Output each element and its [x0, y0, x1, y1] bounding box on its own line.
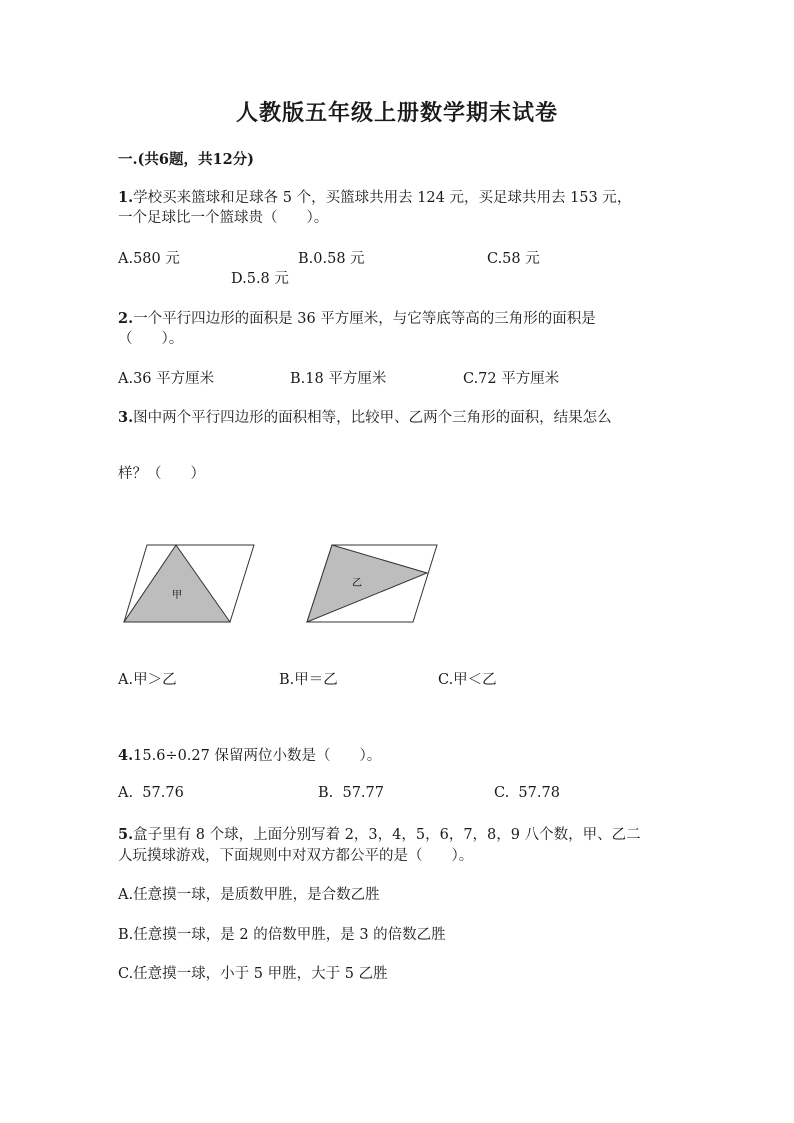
label-jia: 甲 — [172, 590, 182, 601]
label-yi: 乙 — [352, 578, 362, 589]
question-2-number: 2. — [118, 310, 134, 327]
question-2-line-1: 2.一个平行四边形的面积是 36 平方厘米，与它等底等高的三角形的面积是 — [118, 310, 596, 327]
question-1-line-2: 一个足球比一个篮球贵（ ）。 — [118, 210, 329, 226]
question-5-option-a[interactable]: A.任意摸一球，是质数甲胜，是合数乙胜 — [118, 887, 380, 903]
question-5-number: 5. — [118, 826, 134, 843]
parallelogram-jia-figure — [120, 540, 260, 630]
question-3-line-2: 样？（ ） — [118, 466, 205, 482]
question-3-option-a[interactable]: A.甲＞乙 — [118, 672, 177, 688]
question-1-option-d[interactable]: D.5.8 元 — [231, 271, 289, 287]
question-4-option-a[interactable]: A. 57.76 — [118, 785, 184, 801]
question-1-option-c[interactable]: C.58 元 — [487, 251, 540, 267]
question-5-option-c[interactable]: C.任意摸一球，小于 5 甲胜，大于 5 乙胜 — [118, 966, 388, 982]
question-3-line-1: 3.图中两个平行四边形的面积相等，比较甲、乙两个三角形的面积，结果怎么 — [118, 409, 612, 426]
question-3-option-c[interactable]: C.甲＜乙 — [438, 672, 497, 688]
question-5-line-1: 5.盒子里有 8 个球，上面分别写着 2，3，4，5，6，7，8，9 八个数，甲、乙二 — [118, 826, 641, 843]
question-3-number: 3. — [118, 409, 134, 426]
question-4-line-1: 4.15.6÷0.27 保留两位小数是（ ）。 — [118, 747, 382, 764]
question-4-option-b[interactable]: B. 57.77 — [318, 785, 384, 801]
question-2-option-a[interactable]: A.36 平方厘米 — [118, 371, 215, 387]
question-2-option-b[interactable]: B.18 平方厘米 — [290, 371, 387, 387]
parallelogram-yi-figure — [303, 540, 443, 630]
section-heading: 一.(共6题，共12分) — [118, 151, 255, 168]
question-3-option-b[interactable]: B.甲＝乙 — [279, 672, 338, 688]
question-2-option-c[interactable]: C.72 平方厘米 — [463, 371, 560, 387]
page-title: 人教版五年级上册数学期末试卷 — [235, 100, 558, 126]
question-4-number: 4. — [118, 747, 134, 764]
question-1-option-b[interactable]: B.0.58 元 — [298, 251, 365, 267]
question-1-option-a[interactable]: A.580 元 — [118, 251, 180, 267]
question-2-line-2: （ ）。 — [118, 331, 184, 347]
question-1-number: 1. — [118, 189, 134, 206]
question-5-line-2: 人玩摸球游戏，下面规则中对双方都公平的是（ ）。 — [118, 848, 474, 864]
question-4-option-c[interactable]: C. 57.78 — [494, 785, 560, 801]
question-1-line-1: 1.学校买来篮球和足球各 5 个，买篮球共用去 124 元，买足球共用去 153 元， — [118, 189, 632, 206]
question-5-option-b[interactable]: B.任意摸一球，是 2 的倍数甲胜，是 3 的倍数乙胜 — [118, 927, 446, 943]
